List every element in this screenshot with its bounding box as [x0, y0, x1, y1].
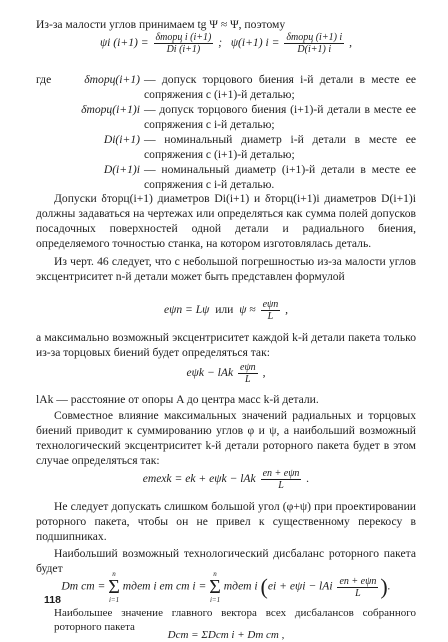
where-lead: где [36, 73, 52, 86]
formula-1-sep: ; [218, 36, 223, 50]
paragraph-max-eccentricity: а максимально возможный эксцентриситет каждой k-й детали пакета только из-за торцовых биений будет определяться так: [36, 331, 416, 359]
formula-2-end: , [285, 303, 289, 317]
formula-3-fraction [238, 362, 258, 385]
formula-5-term2: mдет i [223, 579, 258, 593]
legend-symbol: Di(i+1) [103, 133, 140, 146]
formula-3-den: L [245, 374, 251, 385]
page-number: 118 [44, 594, 61, 606]
formula-tech-imbalance: Dт ст = n Σ i=1 mдет i eт ст i = n Σ i=1 mдет i (ei + eψi − lAi $\frac{\text{en + eψn}}{L}$ ). [61, 570, 391, 604]
formula-2-mid: или [215, 303, 234, 317]
formula-5-left: Dт ст = [61, 579, 106, 593]
paragraph-tolerances: Допуски δторц(i+1) диаметров Di(i+1) и δторц(i+1)i диаметров D(i+1)i должны задаваться на чертежах или определяться как сумма полей допусков посадочных поверхностей одной детали и радиального биения, определяемого точностью станка, на котором изготовлялась деталь. [36, 192, 416, 250]
formula-5-end: . [387, 579, 391, 593]
paragraph-eccentricity: Из черт. 46 следует, что с небольшой погрешностью из-за малости углов эксцентриситет n-й детали может быть представлен формулой [36, 255, 416, 283]
formula-4-end: . [306, 472, 310, 486]
sum-bottom: i=1 [209, 596, 221, 604]
formula-2-den: L [267, 311, 274, 322]
paragraph-distance: lAk — расстояние от опоры A до центра масс k-й детали. [36, 393, 319, 406]
formula-1-lhs2: ψ(i+1) i = [230, 36, 280, 50]
formula-3-left: eψk − lAk [186, 366, 234, 380]
legend-symbol: D(i+1)i [103, 163, 140, 176]
legend-symbol: δторц(i+1)i [81, 103, 140, 116]
legend-symbol: δторц(i+1) [84, 73, 140, 86]
formula-1-fraction-2 [284, 32, 344, 55]
formula-2-left: eψn = Lψ [163, 303, 210, 317]
formula-5-fraction [337, 576, 378, 599]
formula-1-den2: D(i+1) i [297, 44, 332, 55]
legend-text: — номинальный диаметр (i+1)-й детали в месте ее сопряжения с i-й деталью. [144, 163, 416, 191]
formula-psi-angles [36, 32, 416, 55]
formula-4-fraction [261, 468, 302, 491]
formula-1-lhs1: ψi (i+1) = [99, 36, 149, 50]
formula-1-num1: δторц i (i+1) [155, 32, 212, 43]
formula-4-left: eтехk = ek + eψk − lAk [142, 472, 256, 486]
legend-text: — номинальный диаметр i-й детали в месте ее сопряжения с (i+1)-й деталью; [144, 133, 416, 161]
formula-1-end: , [349, 36, 352, 50]
formula-total-imbalance: Dст = ΣDст i + Dт ст , [167, 629, 285, 641]
formula-eccentricity-n [36, 299, 416, 322]
formula-2-num: eψn [262, 299, 279, 310]
paragraph-imbalance: Наибольший возможный технологический дисбаланс роторного пакета будет [36, 547, 416, 575]
sum-symbol-2: n Σ i=1 [209, 570, 221, 604]
sum-bottom: i=1 [108, 596, 120, 604]
formula-4-den: L [278, 480, 284, 491]
formula-5-paren: ei + eψi − lAi [267, 579, 333, 593]
sum-symbol-1: n Σ i=1 [108, 570, 120, 604]
formula-5-term1: mдет i eт ст i = [122, 579, 207, 593]
legend-text: — допуск торцового биения i-й детали в месте ее сопряжения с (i+1)-й деталью; [144, 73, 416, 101]
paragraph-combined: Совместное влияние максимальных значений радиальных и торцовых биений приводит к суммированию углов φ и ψ, а наибольший возможный технологический эксцентриситет k-й детали роторного пакета будет в этом случае определяться так: [36, 409, 416, 467]
formula-2-right: ψ ≈ [239, 303, 256, 317]
formula-2-fraction [261, 299, 281, 322]
legend-text: — допуск торцового биения (i+1)-й детали в месте ее сопряжения с i-й деталью; [144, 103, 416, 131]
formula-4-num: en + eψn [262, 468, 300, 479]
sum-top: n [112, 570, 116, 578]
formula-1-num2: δторц (i+1) i [286, 32, 343, 43]
formula-3-num: eψn [240, 362, 256, 373]
sum-top: n [213, 570, 217, 578]
formula-1-fraction-1 [154, 32, 214, 55]
formula-5-den: L [355, 587, 361, 599]
intro-line: Из-за малости углов принимаем tg Ψ ≈ Ψ, поэтому [36, 18, 286, 31]
paragraph-main-vector: Наибольшее значение главного вектора всех дисбалансов собранного роторного пакета [54, 607, 416, 633]
formula-tech-eccentricity [36, 468, 416, 491]
formula-eccentricity-k [36, 362, 416, 385]
paragraph-angle-warning: Не следует допускать слишком большой угол (φ+ψ) при проектировании роторного пакета, чтобы он не привел к существенному перекосу в подшипниках. [36, 500, 416, 543]
formula-3-end: , [262, 366, 266, 380]
formula-5-num: en + eψn [339, 575, 377, 587]
formula-1-den1: Di (i+1) [166, 44, 201, 55]
